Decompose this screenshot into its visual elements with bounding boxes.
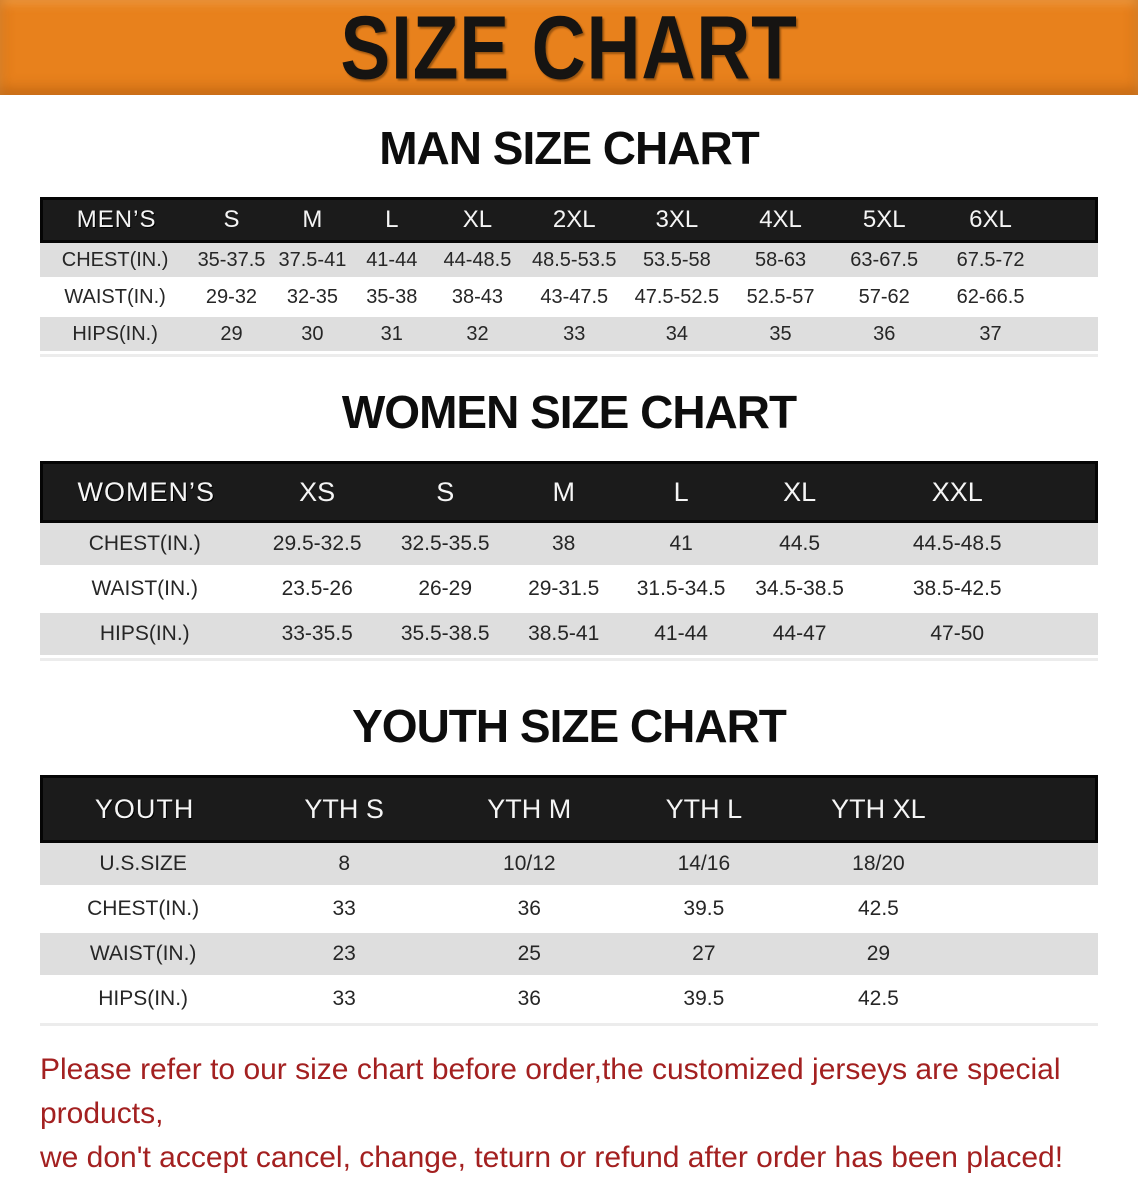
- youth-size-table: [40, 775, 1098, 1026]
- size-column-header: L: [622, 461, 740, 523]
- size-column-header: XS: [249, 461, 384, 523]
- spacer-cell: [1045, 243, 1098, 280]
- men-size-table: [40, 197, 1098, 357]
- spacer-cell: [966, 978, 1098, 1023]
- size-value: 58-63: [729, 243, 833, 280]
- size-value: 33: [246, 978, 442, 1023]
- size-value: 57-62: [832, 280, 936, 317]
- size-value: 38-43: [431, 280, 523, 317]
- size-value: 52.5-57: [729, 280, 833, 317]
- measurement-row: [40, 243, 1098, 280]
- size-value: 53.5-58: [625, 243, 729, 280]
- youth-size-section: [0, 700, 1138, 1026]
- spacer-cell: [1056, 523, 1098, 568]
- size-value: 29: [190, 317, 273, 354]
- size-column-header: YTH M: [442, 775, 617, 843]
- size-value: 35: [729, 317, 833, 354]
- size-value: 39.5: [617, 978, 792, 1023]
- size-value: 44-47: [740, 613, 858, 658]
- spacer-cell: [966, 843, 1098, 888]
- size-value: 14/16: [617, 843, 792, 888]
- size-value: 33: [523, 317, 625, 354]
- table-title-cell: YOUTH: [40, 775, 246, 843]
- spacer-cell: [1045, 197, 1098, 243]
- size-chart-banner: [0, 0, 1138, 98]
- size-value: 10/12: [442, 843, 617, 888]
- spacer-cell: [966, 933, 1098, 978]
- size-value: 35-37.5: [190, 243, 273, 280]
- measurement-row: [40, 280, 1098, 317]
- size-value: 32-35: [273, 280, 352, 317]
- size-value: 29-32: [190, 280, 273, 317]
- size-value: 47-50: [859, 613, 1056, 658]
- size-value: 32.5-35.5: [385, 523, 506, 568]
- size-value: 35.5-38.5: [385, 613, 506, 658]
- size-value: 44-48.5: [431, 243, 523, 280]
- size-column-header: YTH L: [617, 775, 792, 843]
- size-value: 43-47.5: [523, 280, 625, 317]
- size-column-header: S: [190, 197, 273, 243]
- size-value: 36: [832, 317, 936, 354]
- row-label: HIPS(IN.): [40, 317, 190, 354]
- row-label: WAIST(IN.): [40, 933, 246, 978]
- spacer-cell: [1045, 317, 1098, 354]
- disclaimer: [40, 1048, 1138, 1180]
- size-value: 44.5: [740, 523, 858, 568]
- size-value: 47.5-52.5: [625, 280, 729, 317]
- youth-section-heading: YOUTH SIZE CHART: [352, 700, 786, 752]
- measurement-row: [40, 978, 1098, 1023]
- women-size-table: [40, 461, 1098, 661]
- size-value: 36: [442, 888, 617, 933]
- banner-title: SIZE CHART: [340, 0, 798, 98]
- size-column-header: 4XL: [729, 197, 833, 243]
- size-value: 41-44: [622, 613, 740, 658]
- row-label: U.S.SIZE: [40, 843, 246, 888]
- size-value: 31.5-34.5: [622, 568, 740, 613]
- disclaimer-line-1: Please refer to our size chart before order,the customized jerseys are special products,: [40, 1053, 1061, 1130]
- size-value: 41-44: [352, 243, 431, 280]
- size-column-header: M: [273, 197, 352, 243]
- row-label: WAIST(IN.): [40, 280, 190, 317]
- row-label: CHEST(IN.): [40, 523, 249, 568]
- size-value: 30: [273, 317, 352, 354]
- measurement-row: [40, 568, 1098, 613]
- measurement-row: [40, 317, 1098, 354]
- size-value: 8: [246, 843, 442, 888]
- size-value: 32: [431, 317, 523, 354]
- women-size-section: [0, 386, 1138, 661]
- size-value: 34: [625, 317, 729, 354]
- size-value: 42.5: [791, 978, 966, 1023]
- size-column-header: 2XL: [523, 197, 625, 243]
- row-label: WAIST(IN.): [40, 568, 249, 613]
- size-value: 44.5-48.5: [859, 523, 1056, 568]
- size-column-header: M: [506, 461, 622, 523]
- size-value: 31: [352, 317, 431, 354]
- spacer-cell: [966, 775, 1098, 843]
- size-value: 36: [442, 978, 617, 1023]
- measurement-row: [40, 523, 1098, 568]
- size-value: 41: [622, 523, 740, 568]
- size-column-header: XXL: [859, 461, 1056, 523]
- size-value: 23: [246, 933, 442, 978]
- size-value: 39.5: [617, 888, 792, 933]
- size-column-header: L: [352, 197, 431, 243]
- spacer-cell: [1056, 613, 1098, 658]
- size-value: 48.5-53.5: [523, 243, 625, 280]
- size-value: 37: [936, 317, 1045, 354]
- size-value: 34.5-38.5: [740, 568, 858, 613]
- disclaimer-line-2: we don't accept cancel, change, teturn or refund after order has been placed!: [40, 1141, 1064, 1174]
- row-label: CHEST(IN.): [40, 243, 190, 280]
- row-label: HIPS(IN.): [40, 613, 249, 658]
- size-value: 67.5-72: [936, 243, 1045, 280]
- size-value: 62-66.5: [936, 280, 1045, 317]
- size-column-header: S: [385, 461, 506, 523]
- spacer-cell: [1045, 280, 1098, 317]
- size-value: 29: [791, 933, 966, 978]
- size-value: 26-29: [385, 568, 506, 613]
- size-column-header: XL: [740, 461, 858, 523]
- spacer-cell: [1056, 568, 1098, 613]
- row-label: HIPS(IN.): [40, 978, 246, 1023]
- size-value: 63-67.5: [832, 243, 936, 280]
- men-section-heading: MAN SIZE CHART: [379, 122, 759, 174]
- women-section-heading: WOMEN SIZE CHART: [341, 386, 797, 438]
- spacer-cell: [966, 888, 1098, 933]
- size-value: 25: [442, 933, 617, 978]
- row-label: CHEST(IN.): [40, 888, 246, 933]
- size-value: 23.5-26: [249, 568, 384, 613]
- size-value: 29-31.5: [506, 568, 622, 613]
- table-title-cell: MEN’S: [40, 197, 190, 243]
- size-column-header: YTH S: [246, 775, 442, 843]
- size-column-header: YTH XL: [791, 775, 966, 843]
- size-value: 38.5-41: [506, 613, 622, 658]
- size-value: 38.5-42.5: [859, 568, 1056, 613]
- table-header-row: [40, 775, 1098, 843]
- size-column-header: 6XL: [936, 197, 1045, 243]
- measurement-row: [40, 933, 1098, 978]
- measurement-row: [40, 843, 1098, 888]
- table-title-cell: WOMEN’S: [40, 461, 249, 523]
- size-value: 27: [617, 933, 792, 978]
- table-header-row: [40, 461, 1098, 523]
- size-value: 18/20: [791, 843, 966, 888]
- size-value: 35-38: [352, 280, 431, 317]
- size-column-header: 3XL: [625, 197, 729, 243]
- size-value: 29.5-32.5: [249, 523, 384, 568]
- size-value: 33-35.5: [249, 613, 384, 658]
- spacer-cell: [1056, 461, 1098, 523]
- size-column-header: 5XL: [832, 197, 936, 243]
- size-column-header: XL: [431, 197, 523, 243]
- men-size-section: [0, 122, 1138, 357]
- measurement-row: [40, 613, 1098, 658]
- table-header-row: [40, 197, 1098, 243]
- size-value: 42.5: [791, 888, 966, 933]
- size-value: 33: [246, 888, 442, 933]
- size-value: 37.5-41: [273, 243, 352, 280]
- size-value: 38: [506, 523, 622, 568]
- measurement-row: [40, 888, 1098, 933]
